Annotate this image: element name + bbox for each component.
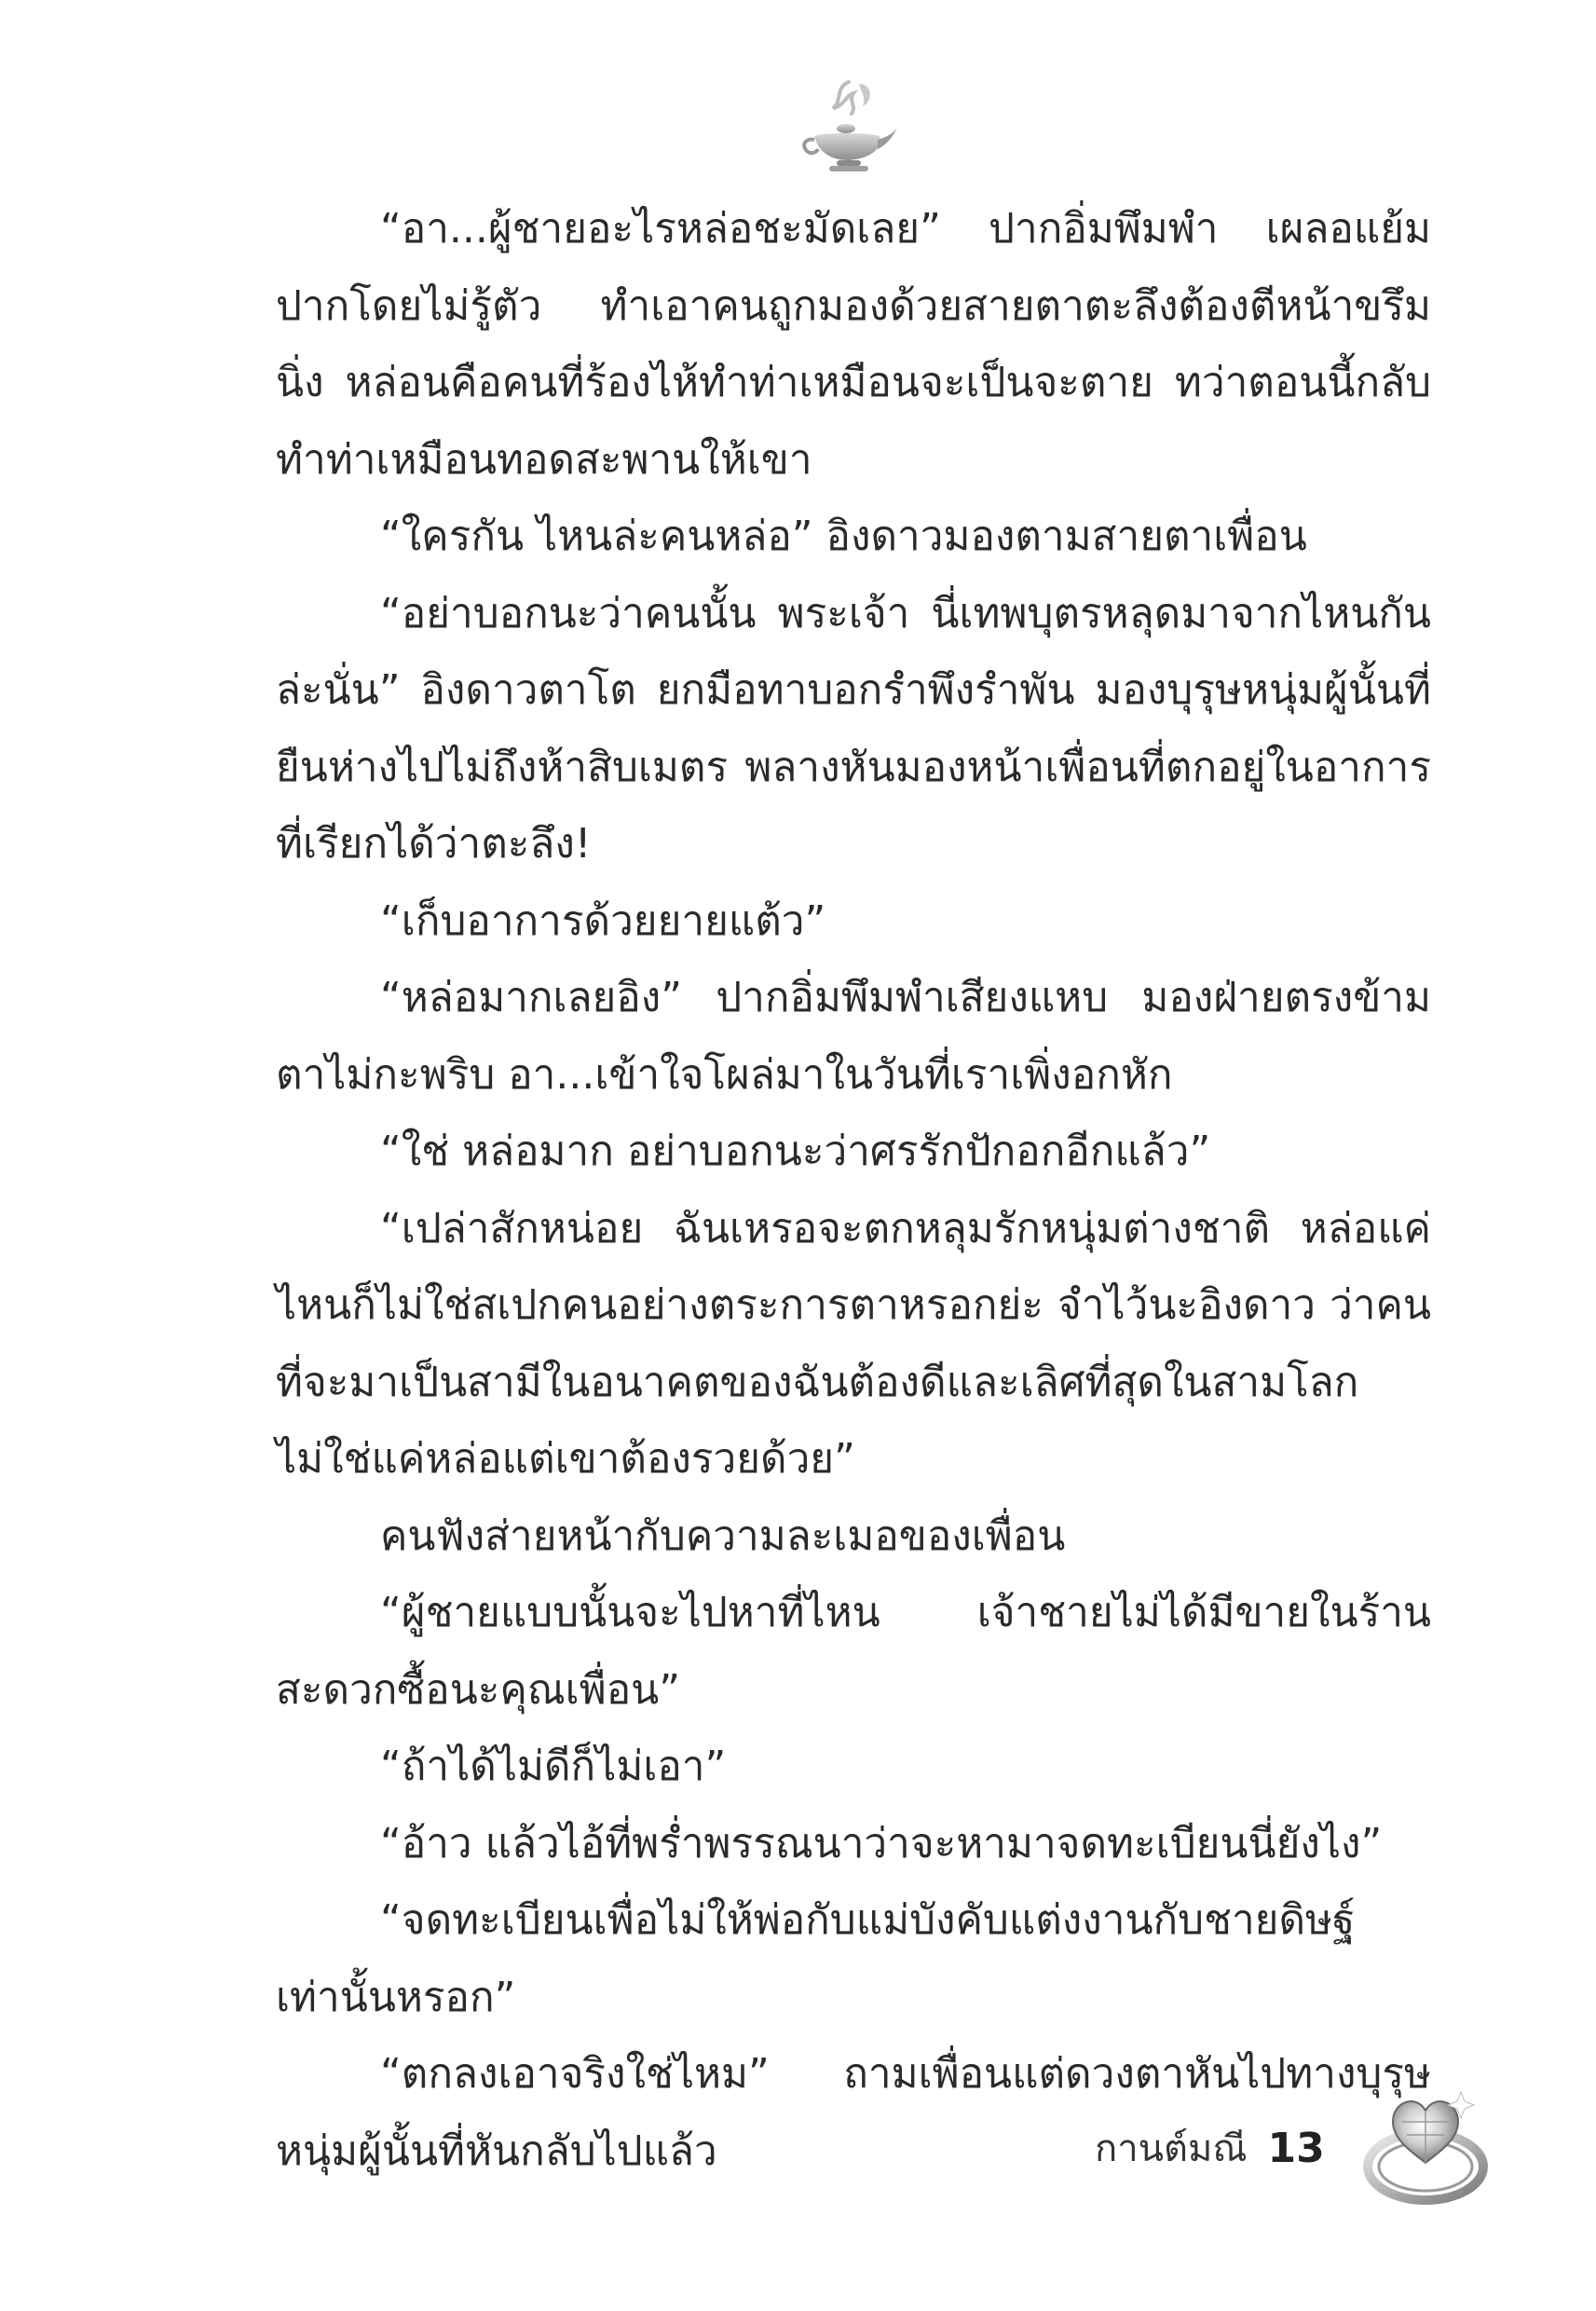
paragraph: “เปล่าสักหน่อย ฉันเหรอจะตกหลุมรักหนุ่มต่างชาติ หล่อแค่ไหนก็ไม่ใช่สเปกคนอย่างตระการตาหรอกย่ะ จำไว้นะอิงดาว ว่าคนที่จะมาเป็นสามีในอนาคตของฉันต้องดีและเลิศที่สุดในสามโลก ไม่ใช่แค่หล่อแต่เขาต้องรวยด้วย” (276, 1204, 1431, 1483)
page-number: 13 (1267, 2124, 1325, 2172)
paragraph: “ถ้าได้ไม่ดีก็ไม่เอา” (380, 1743, 727, 1790)
book-title: กานต์มณี (1095, 2127, 1248, 2170)
page-footer (1095, 2111, 1325, 2185)
diamond-ring-icon (1351, 2073, 1500, 2213)
genie-lamp-icon (798, 75, 900, 177)
paragraph: “หล่อมากเลยอิง” ปากอิ่มพึมพำเสียงแหบ มองฝ่ายตรงข้ามตาไม่กะพริบ อา...เข้าใจโผล่มาในวันที่เราเพิ่งอกหัก (276, 974, 1431, 1099)
body-text (276, 191, 1431, 2190)
paragraph: “อา...ผู้ชายอะไรหล่อชะมัดเลย” ปากอิ่มพึมพำ เผลอแย้มปากโดยไม่รู้ตัว ทำเอาคนถูกมองด้วยสายตาตะลึงต้องตีหน้าขรึมนิ่ง หล่อนคือคนที่ร้องไห้ทำท่าเหมือนจะเป็นจะตาย ทว่าตอนนี้กลับทำท่าเหมือนทอดสะพานให้เขา (276, 205, 1431, 484)
paragraph: “จดทะเบียนเพื่อไม่ให้พ่อกับแม่บังคับแต่งงานกับชายดิษฐ์เท่านั้นหรอก” (276, 1896, 1356, 2021)
paragraph: “ผู้ชายแบบนั้นจะไปหาที่ไหน เจ้าชายไม่ได้มีขายในร้านสะดวกซื้อนะคุณเพื่อน” (276, 1589, 1431, 1714)
paragraph: “ใครกัน ไหนล่ะคนหล่อ” อิงดาวมองตามสายตาเพื่อน (380, 513, 1307, 560)
paragraph: “อย่าบอกนะว่าคนนั้น พระเจ้า นี่เทพบุตรหลุดมาจากไหนกันล่ะนั่น” อิงดาวตาโต ยกมือทาบอกรำพึงรำพัน มองบุรุษหนุ่มผู้นั้นที่ยืนห่างไปไม่ถึงห้าสิบเมตร พลางหันมองหน้าเพื่อนที่ตกอยู่ในอาการที่เรียกได้ว่าตะลึง! (276, 589, 1431, 868)
paragraph: “ตกลงเอาจริงใช่ไหม” ถามเพื่อนแต่ดวงตาหันไปทางบุรุษหนุ่มผู้นั้นที่หันกลับไปแล้ว (276, 2050, 1431, 2175)
paragraph: “อ้าว แล้วไอ้ที่พร่ำพรรณนาว่าจะหามาจดทะเบียนนี่ยังไง” (380, 1819, 1383, 1867)
paragraph: “เก็บอาการด้วยยายแต้ว” (380, 896, 826, 945)
paragraph: “ใช่ หล่อมาก อย่าบอกนะว่าศรรักปักอกอีกแล้ว” (380, 1128, 1211, 1175)
paragraph: คนฟังส่ายหน้ากับความละเมอของเพื่อน (380, 1511, 1066, 1560)
